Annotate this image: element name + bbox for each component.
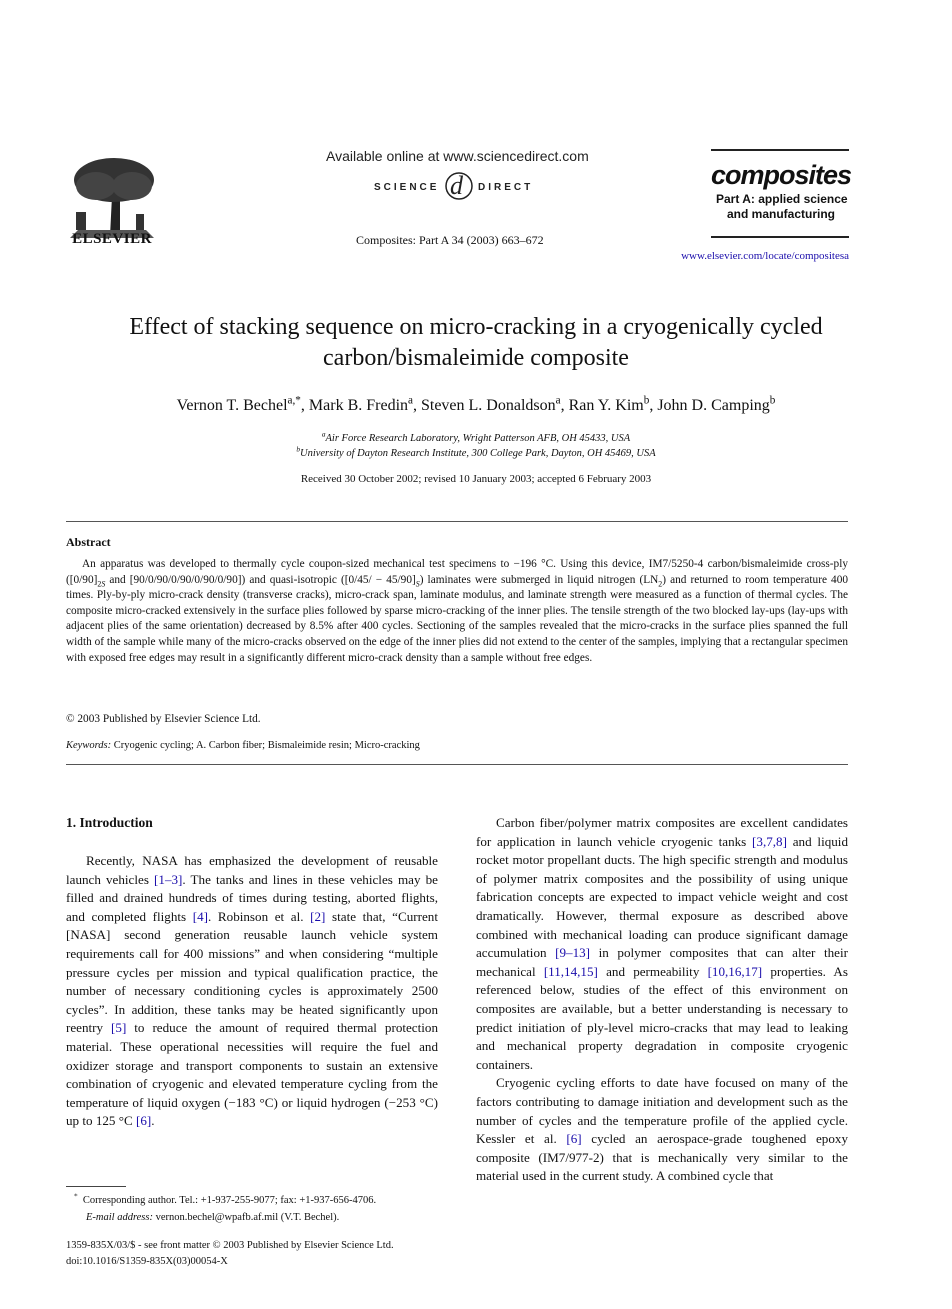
footnote [66,1192,466,1226]
abstract-body: An apparatus was developed to thermally cycle coupon-sized mechanical test specimens to −196 °C. Using this device, IM7/5250-4 carbon/bismaleimide cross-ply ($[0/90]_{2S}$ and [90/0/90/0/90/0/90/0/90]) and quasi-isotropic $([0/45/ - 45/90]_S)$ laminates were submerged in liquid nitrogen $(LN_2)$ and returned to room temperature 400 times. Ply-by-ply micro-crack density (transverse cracks), micro-crack span, laminate modulus, and laminate strength were measured as a function of thermal cycles. The composite micro-cracked extensively in the surface plies followed by sparse micro-cracking of the inner plies. The tensile strength of the two blocked lay-ups (lay-ups with adjacent plies of the same orientation) decreased by 8.5% after 400 cycles. Sectioning of the samples revealed that the micro-cracks in the surface plies spanned the full width of the sample while many of the micro-cracks observed on the edge of the inner plies did not extend to the center of the samples, implying that a rectangular specimen with exposed free edges may result in a significantly different micro-crack density than a sample without free edges. [66,558,848,664]
received-dates: Received 30 October 2002; revised 10 January 2003; accepted 6 February 2003 [300,473,652,485]
citation-link[interactable]: [3,7,8] [752,833,787,849]
journal-url-link[interactable]: www.elsevier.com/locate/compositesa [681,250,849,262]
doi-line: doi:10.1016/S1359-835X(03)00054-X [66,1256,228,1267]
affiliation-line: $^b$University of Dayton Research Institute, 300 College Park, Dayton, OH 45469, USA [296,444,656,459]
article-title-line: Effect of stacking sequence on micro-cracking in a cryogenically cycled [129,314,823,340]
keywords-list: Cryogenic cycling; A. Carbon fiber; Bismaleimide resin; Micro-cracking [113,740,420,751]
svg-text:d: d [450,171,463,200]
keywords-label: Keywords: [66,740,112,751]
email-address[interactable]: vernon.bechel@wpafb.af.mil (V.T. Bechel). [155,1212,340,1223]
citation-link[interactable]: [10,16,17] [707,963,763,979]
footnote-mark: * [74,1191,78,1201]
author-affiliation-mark[interactable]: a [555,394,561,407]
abstract-heading: Abstract [66,535,111,549]
journal-logo-title: composites [711,160,852,190]
journal-logo-subtitle: Part A: applied science [716,192,848,206]
citation-link[interactable]: [5] [111,1020,127,1036]
issn-line: 1359-835X/03/$ - see front matter © 2003 Published by Elsevier Science Ltd. [66,1240,394,1251]
citation-link[interactable]: [2] [310,908,326,924]
section-heading: 1. Introduction [66,815,153,830]
article-title [40,312,912,374]
citation-link[interactable]: [9–13] [555,945,591,961]
journal-logo-subtitle: and manufacturing [727,207,836,221]
sciencedirect-availability: Available online at www.sciencedirect.com [326,148,589,164]
journal-reference: Composites: Part A 34 (2003) 663–672 [356,233,544,247]
author-affiliation-mark[interactable]: a,* [287,394,301,407]
sciencedirect-logo [374,168,544,204]
author-affiliation-mark[interactable]: b [643,394,650,407]
journal-logo-rule-top [711,149,849,151]
article-title-line: carbon/bismaleimide composite [323,345,629,371]
author-affiliation-mark[interactable]: a [408,394,413,407]
keywords [66,740,420,751]
sd-left-word: SCIENCE [374,182,440,193]
journal-logo-rule-bottom [711,236,849,238]
sd-right-word: DIRECT [478,182,534,193]
author-name: Mark B. Fredin [308,397,409,414]
issn-info [66,1238,394,1270]
affiliations [40,431,912,461]
author-affiliation-mark[interactable]: b [769,394,776,407]
citation-link[interactable]: [4] [192,908,209,924]
author-name: Steven L. Donaldson [420,397,556,414]
citation-link[interactable]: [6] [135,1113,152,1129]
affiliation-line: $^a$Air Force Research Laboratory, Wright Patterson AFB, OH 45433, USA [321,429,631,444]
footnote-divider [66,1186,126,1187]
abstract-copyright: © 2003 Published by Elsevier Science Ltd. [66,713,261,725]
citation-link[interactable]: [11,14,15] [543,963,598,979]
author-list: Vernon T. Bechel$^{a,*}$, Mark B. Fredin$^a$, Steven L. Donaldson$^a$, Ran Y. Kim$^b$, John D. Camping$^b$ [176,394,776,414]
divider [66,764,848,765]
author-name: Ran Y. Kim [568,397,644,414]
publisher-name: ELSEVIER [72,231,152,247]
body-column-left: Recently, NASA has emphasized the development of reusable launch vehicles [1–3]. The tanks and lines in these vehicles may be filled and drained hundreds of times during testing, aborted flights, and completed flights [4]. Robinson et al. [2] state that, “Current [NASA] second generation reusable launch vehicle system requirements call for 400 missions” and when considering “multiple pressure cycles per mission and typical qualification practice, the number of necessary conditioning cycles is approximately 2500 cycles”. In addition, these tanks may be heated significantly upon reentry [5] to reduce the amount of required thermal protection material. These operational necessities will require the fuel and oxidizer storage and transport components to sustain an extensive combination of cryogenic and elevated temperature cycling from the temperature of liquid oxygen (−183 °C) or liquid hydrogen (−253 °C) up to 125 °C [6]. [66,853,438,1129]
email-label: E-mail address: [86,1212,153,1223]
citation-link[interactable]: [6] [566,1131,582,1147]
author-name: Vernon T. Bechel [176,397,288,414]
divider [66,521,848,522]
citation-link[interactable]: [1–3] [154,871,183,887]
footnote-text: Corresponding author. Tel.: +1-937-255-9077; fax: +1-937-656-4706. [82,1195,377,1206]
body-column-right: Carbon fiber/polymer matrix composites are excellent candidates for application in launch vehicle cryogenic tanks [3,7,8] and liquid rocket motor propellant ducts. The high specific strength and modulus of polymer matrix composites and the possibility of using unique fabrication concepts are expected to impact vehicle weight and cost dramatically. However, thermal exposure as described above combined with mechanical loading can produce significant damage accumulation [9–13] in polymer composites that can alter their mechanical [11,14,15] and permeability [10,16,17] properties. As referenced below, studies of the effect of this environment on composites are available, but a better understanding is necessary to predict initiation of ply-level micro-cracks that may lead to leaking and mechanical property degradation in composite cryogenic containers. Cryogenic cycling efforts to date have focused on many of the factors contributing to damage initiation and development such as the number of cycles and the temperature profile of the applied cycle. Kessler et al. [6] cycled an aerospace-grade toughened epoxy composite (IM7/977-2) that is mechanically very similar to the material used in the current study. A combined cycle that [476,815,848,1184]
author-name: John D. Camping [657,397,770,414]
